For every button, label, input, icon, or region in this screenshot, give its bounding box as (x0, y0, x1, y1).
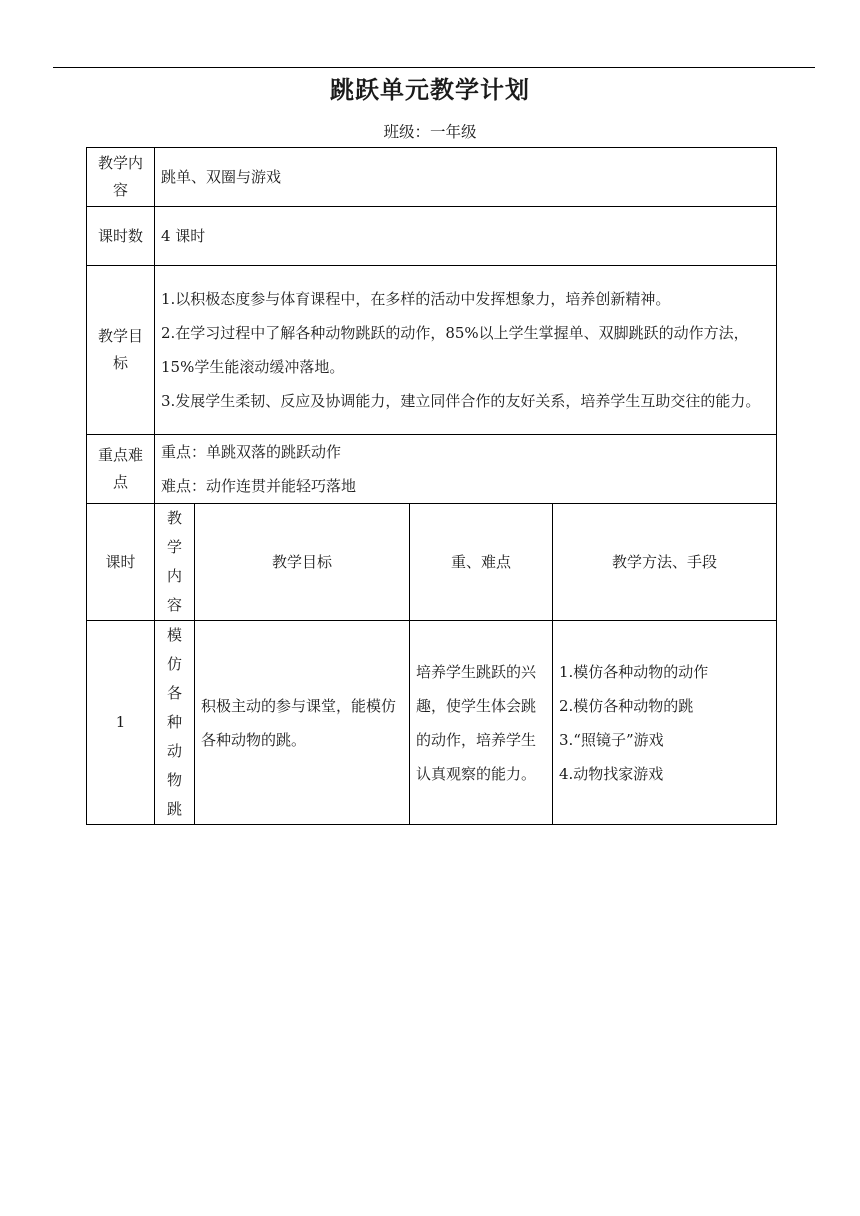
lesson-content: 模仿各种动物跳 (155, 621, 195, 825)
value-hours: 4 课时 (155, 207, 777, 266)
label-goals: 教学目标 (87, 266, 155, 435)
row-keypoints (87, 435, 777, 504)
method-item: 1.模仿各种动物的动作 (559, 662, 709, 681)
method-item: 4.动物找家游戏 (559, 764, 664, 783)
lesson-goal: 积极主动的参与课堂，能模仿各种动物的跳。 (195, 621, 410, 825)
label-hours: 课时数 (87, 207, 155, 266)
method-item: 3.“照镜子”游戏 (559, 730, 664, 749)
method-item: 2.模仿各种动物的跳 (559, 696, 694, 715)
label-keypoints: 重点难点 (87, 435, 155, 504)
page-title: 跳跃单元教学计划 (330, 76, 530, 104)
goal-item: 2.在学习过程中了解各种动物跳跃的动作，85%以上学生掌握单、双脚跳跃的动作方法，15%学生能滚动缓冲落地。 (161, 324, 749, 376)
row-goals (87, 266, 777, 435)
header-content: 教学内容 (155, 504, 195, 621)
row-hours (87, 207, 777, 266)
keypoints-cell (155, 435, 777, 504)
value-content: 跳单、双圈与游戏 (155, 148, 777, 207)
lesson-header-row (87, 504, 777, 621)
header-methods: 教学方法、手段 (553, 504, 777, 621)
class-line: 班级：一年级 (383, 123, 477, 141)
goals-list (155, 266, 777, 435)
difficulty-point: 难点：动作连贯并能轻巧落地 (161, 477, 357, 495)
header-rule (53, 67, 815, 68)
key-point: 重点：单跳双落的跳跃动作 (161, 443, 342, 461)
goal-item: 1.以积极态度参与体育课程中，在多样的活动中发挥想象力，培养创新精神。 (161, 290, 671, 308)
header-lesson: 课时 (87, 504, 155, 621)
teaching-plan-table (86, 147, 777, 825)
lesson-methods (553, 621, 777, 825)
table-row (87, 621, 777, 825)
header-goal: 教学目标 (195, 504, 410, 621)
goal-item: 3.发展学生柔韧、反应及协调能力，建立同伴合作的友好关系，培养学生互助交往的能力。 (161, 392, 761, 410)
header-keypoints: 重、难点 (410, 504, 553, 621)
lesson-keypoints: 培养学生跳跃的兴趣，使学生体会跳的动作，培养学生认真观察的能力。 (410, 621, 553, 825)
lesson-number: 1 (87, 621, 155, 825)
label-content: 教学内容 (87, 148, 155, 207)
row-content (87, 148, 777, 207)
